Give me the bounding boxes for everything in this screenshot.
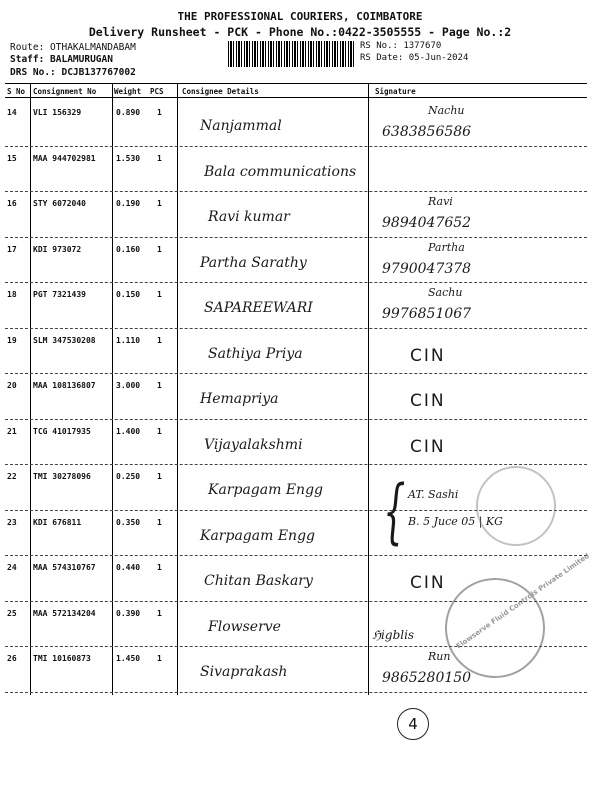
column-header-consignee: Consignee Details (182, 87, 259, 96)
company-title: THE PROFESSIONAL COURIERS, COIMBATORE (177, 10, 423, 23)
row-weight: 1.400 (116, 426, 141, 436)
row-divider (5, 191, 587, 192)
column-header-pcs: PCS (150, 87, 164, 96)
runsheet-title: Delivery Runsheet - PCK - Phone No.:0422-3505555 - Page No.:2 (88, 25, 512, 39)
row-weight: 0.160 (116, 244, 141, 254)
staff-label: Staff: BALAMURUGAN (10, 54, 113, 65)
row-divider (5, 419, 587, 420)
row-signature: CIN (410, 391, 446, 411)
row-consignment-no: STY 6072040 (33, 199, 86, 208)
row-divider (5, 464, 587, 465)
row-signature: 6383856586 (382, 124, 472, 140)
row-consignment-no: KDI 973072 (33, 244, 82, 254)
row-consignee: Ravi kumar (208, 209, 290, 225)
row-pcs: 1 (157, 654, 162, 663)
row-weight: 0.190 (116, 199, 141, 208)
row-consignee: Nanjammal (200, 118, 282, 134)
row-consignee: Sathiya Priya (208, 345, 303, 362)
row-sno: 16 (7, 199, 17, 208)
row-signature-mark: Ravi (428, 195, 453, 208)
row-consignee: Chitan Baskary (204, 573, 313, 589)
row-weight: 0.150 (116, 290, 141, 299)
row-consignee: Hemapriya (200, 391, 279, 407)
row-pcs: 1 (157, 426, 162, 436)
row-sno: 26 (7, 654, 17, 663)
row-pcs: 1 (157, 563, 162, 572)
row-consignee: Vijayalakshmi (204, 436, 303, 453)
row-consignment-no: MAA 574310767 (33, 563, 96, 572)
row-signature: 9894047652 (382, 215, 472, 231)
row-signature: 9865280150 (382, 670, 472, 686)
row-sno: 18 (7, 290, 17, 299)
row-divider (5, 282, 587, 283)
row-pcs: 1 (157, 244, 162, 254)
row-pcs: 1 (157, 335, 162, 345)
row-weight: 1.530 (116, 153, 141, 163)
row-signature: 9790047378 (382, 260, 472, 277)
row-pcs: 1 (157, 517, 162, 527)
shared-signature-line1: AT. Sashi (408, 488, 459, 501)
rs-number: RS No.: 1377670 (360, 41, 442, 51)
row-consignee: Bala communications (204, 163, 357, 180)
row-sno: 25 (7, 608, 17, 618)
row-sno: 22 (7, 472, 17, 481)
row-divider (5, 328, 587, 329)
stamp-text: Flowserve Fluid Controls Private Limited (454, 551, 591, 651)
row-consignment-no: MAA 572134204 (33, 608, 96, 618)
row-consignee: Flowserve (208, 618, 281, 635)
row-consignment-no: KDI 676811 (33, 517, 82, 527)
row-sno: 15 (7, 153, 17, 163)
column-divider (368, 83, 369, 695)
row-consignment-no: MAA 108136807 (33, 381, 96, 390)
row-signature: 9976851067 (382, 306, 472, 322)
row-pcs: 1 (157, 199, 162, 208)
table-header-rule (5, 97, 587, 98)
row-pcs: 1 (157, 290, 162, 299)
column-divider (30, 83, 31, 695)
row-weight: 3.000 (116, 381, 141, 390)
row-divider (5, 555, 587, 556)
column-divider (112, 83, 113, 695)
company-seal (476, 466, 556, 546)
row-weight: 1.110 (116, 335, 141, 345)
row-consignment-no: SLM 347530208 (33, 335, 96, 345)
row-signature-mark: Sachu (428, 286, 463, 299)
row-signature: CIN (410, 436, 446, 457)
column-header-sno: S No (7, 87, 26, 96)
row-consignment-no: PGT 7321439 (33, 290, 86, 299)
page-marker: 4 (397, 708, 429, 740)
row-weight: 0.890 (116, 108, 141, 117)
row-pcs: 1 (157, 153, 162, 163)
row-sno: 21 (7, 426, 17, 436)
row-sno: 19 (7, 335, 17, 345)
row-consignment-no: TMI 30278096 (33, 472, 91, 481)
row-weight: 0.350 (116, 517, 141, 527)
row-consignment-no: VLI 156329 (33, 108, 82, 117)
row-divider (5, 146, 587, 147)
row-consignment-no: MAA 944702981 (33, 153, 96, 163)
row-weight: 0.390 (116, 608, 141, 618)
row-signature-mark: Run (428, 650, 451, 663)
row-weight: 0.440 (116, 563, 141, 572)
row-signature: CIN (410, 345, 446, 366)
row-sno: 23 (7, 517, 17, 527)
barcode (228, 41, 356, 67)
drs-number: DRS No.: DCJB137767002 (10, 67, 136, 78)
row-consignee: Karpagam Engg (208, 482, 324, 498)
row-weight: 1.450 (116, 654, 141, 663)
row-25-scribble: ℌigblis (372, 628, 415, 642)
row-signature-mark: Partha (428, 240, 465, 254)
row-weight: 0.250 (116, 472, 141, 481)
row-consignee: Partha Sarathy (200, 254, 307, 271)
row-consignee: SAPAREEWARI (204, 300, 313, 316)
row-signature-mark: Nachu (428, 104, 465, 117)
row-consignee: Karpagam Engg (200, 527, 316, 544)
row-divider (5, 373, 587, 374)
shared-signature-line2: B. 5 Juce 05 | KG (408, 515, 503, 528)
row-consignment-no: TCG 41017935 (33, 426, 91, 436)
column-header-consignment: Consignment No (33, 87, 97, 96)
row-signature: CIN (410, 573, 446, 593)
column-header-weight: Weight (114, 87, 142, 96)
rs-date: RS Date: 05-Jun-2024 (360, 53, 469, 63)
row-divider (5, 237, 587, 238)
table-top-rule (5, 83, 587, 84)
row-pcs: 1 (157, 608, 162, 618)
route-label: Route: OTHAKALMANDABAM (10, 42, 136, 53)
row-divider (5, 692, 587, 693)
row-consignment-no: TMI 10160873 (33, 654, 91, 663)
row-sno: 20 (7, 381, 17, 390)
row-sno: 17 (7, 244, 17, 254)
bracket-mark: { (383, 470, 406, 552)
row-pcs: 1 (157, 108, 162, 117)
row-consignee: Sivaprakash (200, 664, 288, 680)
row-pcs: 1 (157, 381, 162, 390)
row-sno: 14 (7, 108, 17, 117)
column-divider (177, 83, 178, 695)
row-pcs: 1 (157, 472, 162, 481)
column-header-signature: Signature (375, 87, 416, 96)
row-sno: 24 (7, 563, 17, 572)
